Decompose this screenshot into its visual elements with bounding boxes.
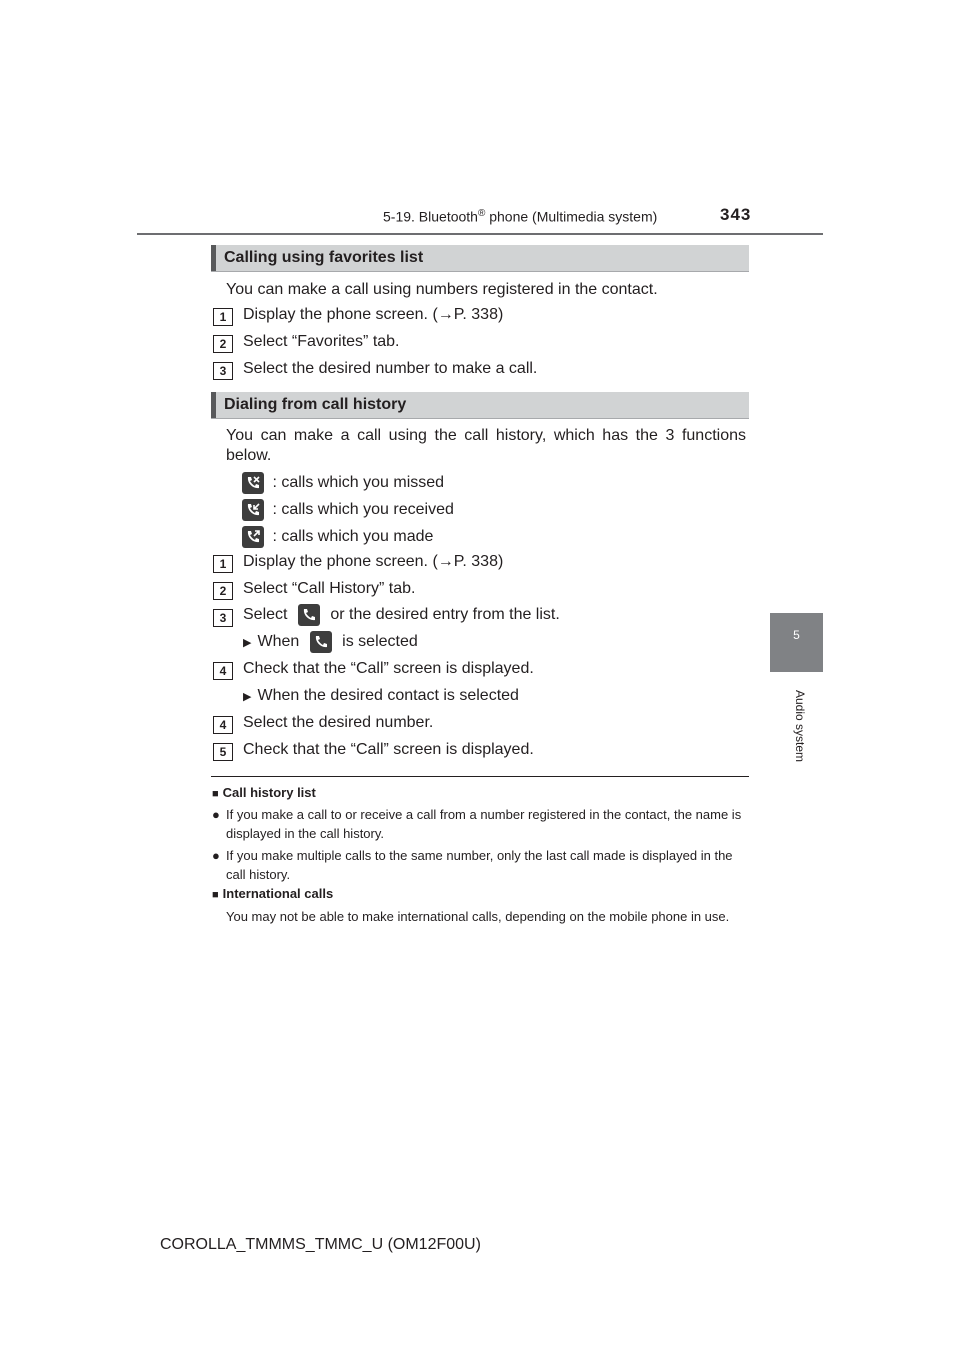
section-title-bar-history [211, 392, 749, 419]
favorites-intro: You can make a call using numbers registered in the contact. [226, 281, 658, 298]
note-bullet: ● If you make a call to or receive a call from a number registered in the contact, the name is displayed in the call history. [212, 807, 742, 841]
section-title: Dialing from call history [224, 396, 407, 413]
step-number: 2 [213, 335, 233, 353]
phone-icon [310, 631, 332, 653]
history-intro: You can make a call using the call history, which has the 3 functions below. [226, 427, 746, 464]
triangle-bullet-icon: ▶ [243, 691, 252, 703]
function-row: : calls which you missed [242, 472, 444, 494]
step-number: 1 [213, 308, 233, 326]
header-rule [137, 233, 823, 235]
step-text: Select or the desired entry from the list. [243, 604, 560, 626]
step-text: Display the phone screen. (→P. 338) [243, 553, 504, 570]
chapter-label: Audio system [793, 690, 807, 763]
step-text: Select the desired number. [243, 714, 434, 731]
step-text: Check that the “Call” screen is displayed. [243, 660, 534, 677]
branch-when-contact-selected: ▶ When the desired contact is selected [243, 687, 519, 704]
function-row: : calls which you made [242, 526, 433, 548]
outgoing-call-icon [242, 526, 264, 548]
square-bullet-icon: ■ [212, 889, 219, 901]
step-number: 1 [213, 555, 233, 573]
note-heading: ■ International calls [212, 886, 334, 901]
step-text: Check that the “Call” screen is displayed. [243, 741, 534, 758]
chapter-tab: 5 [770, 613, 823, 672]
square-bullet-icon: ■ [212, 788, 219, 800]
step-number: 3 [213, 362, 233, 380]
section-header: 5-19. Bluetooth® phone (Multimedia system) [383, 208, 658, 225]
section-title: Calling using favorites list [224, 249, 424, 266]
step-number: 2 [213, 582, 233, 600]
step-number: 3 [213, 609, 233, 627]
step-number: 5 [213, 743, 233, 761]
missed-call-icon [242, 472, 264, 494]
note-paragraph: You may not be able to make international calls, depending on the mobile phone in use. [226, 909, 730, 924]
triangle-bullet-icon: ▶ [243, 637, 252, 650]
circle-bullet-icon: ● [212, 848, 220, 863]
step-text: Select “Favorites” tab. [243, 333, 400, 350]
page-footer: COROLLA_TMMMS_TMMC_U (OM12F00U) [160, 1236, 481, 1253]
step-text: Display the phone screen. (→P. 338) [243, 306, 504, 323]
step-number: 4 [213, 662, 233, 680]
note-bullet: ● If you make multiple calls to the same number, only the last call made is displayed in the call history. [212, 848, 733, 882]
circle-bullet-icon: ● [212, 807, 220, 822]
step-text: Select “Call History” tab. [243, 580, 416, 597]
page-number: 343 [720, 205, 752, 224]
phone-icon [298, 604, 320, 626]
received-call-icon [242, 499, 264, 521]
note-heading: ■ Call history list [212, 785, 316, 800]
step-text: Select the desired number to make a call. [243, 360, 538, 377]
function-row: : calls which you received [242, 499, 454, 521]
notes-rule [211, 776, 749, 777]
branch-when-phone-selected: ▶ When is selected [243, 631, 418, 653]
step-number: 4 [213, 716, 233, 734]
section-title-bar-favorites [211, 245, 749, 272]
